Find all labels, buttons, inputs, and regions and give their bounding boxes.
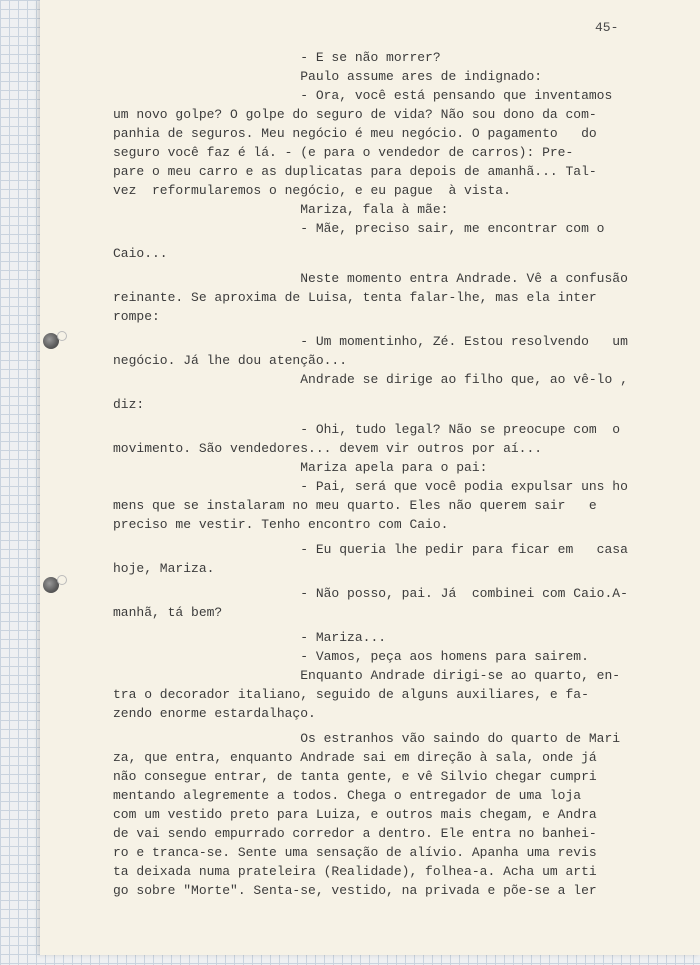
text-line: não consegue entrar, de tanta gente, e vê Silvio chegar cumpri: [113, 769, 597, 784]
text-line: Enquanto Andrade dirigi-se ao quarto, en-: [113, 668, 621, 683]
text-line: rompe:: [113, 309, 160, 324]
text-line: - Ora, você está pensando que inventamos: [113, 88, 613, 103]
text-line: movimento. São vendedores... devem vir outros por aí...: [113, 441, 543, 456]
text-line: de vai sendo empurrado corredor a dentro. Ele entra no banhei-: [113, 826, 597, 841]
text-line: com um vestido preto para Luiza, e outros mais chegam, e Andra: [113, 807, 597, 822]
text-line: ro e tranca-se. Sente uma sensação de alívio. Apanha uma revis: [113, 845, 597, 860]
text-line: reinante. Se aproxima de Luisa, tenta falar-lhe, mas ela inter: [113, 290, 597, 305]
text-line: Neste momento entra Andrade. Vê a confusão: [113, 271, 628, 286]
text-line: panhia de seguros. Meu negócio é meu negócio. O pagamento do: [113, 126, 597, 141]
text-line: zendo enorme estardalhaço.: [113, 706, 316, 721]
text-line: Mariza, fala à mãe:: [113, 202, 449, 217]
text-line: preciso me vestir. Tenho encontro com Caio.: [113, 517, 449, 532]
text-line: - Pai, será que você podia expulsar uns ho: [113, 479, 628, 494]
text-line: Os estranhos vão saindo do quarto de Mari: [113, 731, 621, 746]
text-line: za, que entra, enquanto Andrade sai em direção à sala, onde já: [113, 750, 597, 765]
text-line: diz:: [113, 397, 145, 412]
punch-hole-upper: [43, 333, 59, 349]
text-line: Caio...: [113, 246, 168, 261]
text-line: - Mariza...: [113, 630, 387, 645]
text-line: mentando alegremente a todos. Chega o entregador de uma loja: [113, 788, 582, 803]
text-line: seguro você faz é lá. - (e para o vendedor de carros): Pre-: [113, 145, 574, 160]
text-line: ta deixada numa prateleira (Realidade), folhea-a. Acha um arti: [113, 864, 597, 879]
text-line: um novo golpe? O golpe do seguro de vida? Não sou dono da com-: [113, 107, 597, 122]
text-line: Paulo assume ares de indignado:: [113, 69, 543, 84]
text-line: - Eu queria lhe pedir para ficar em casa: [113, 542, 628, 557]
text-line: manhã, tá bem?: [113, 605, 223, 620]
text-line: vez reformularemos o negócio, e eu pague à vista.: [113, 183, 511, 198]
text-line: - Mãe, preciso sair, me encontrar com o: [113, 221, 605, 236]
text-line: Andrade se dirige ao filho que, ao vê-lo ,: [113, 372, 628, 387]
text-line: pare o meu carro e as duplicatas para depois de amanhã... Tal-: [113, 164, 597, 179]
page-text: [113, 48, 678, 900]
text-line: - Vamos, peça aos homens para sairem.: [113, 649, 589, 664]
page-number: 45-: [595, 20, 619, 35]
text-line: mens que se instalaram no meu quarto. Eles não querem sair e: [113, 498, 597, 513]
text-line: tra o decorador italiano, seguido de alguns auxiliares, e fa-: [113, 687, 589, 702]
punch-hole-lower: [43, 577, 59, 593]
text-line: - Um momentinho, Zé. Estou resolvendo um: [113, 334, 628, 349]
text-line: - Não posso, pai. Já combinei com Caio.A-: [113, 586, 628, 601]
text-line: Mariza apela para o pai:: [113, 460, 488, 475]
text-line: - Ohi, tudo legal? Não se preocupe com o: [113, 422, 621, 437]
typewritten-page: [40, 0, 700, 955]
text-line: go sobre "Morte". Senta-se, vestido, na privada e põe-se a ler: [113, 883, 597, 898]
text-line: negócio. Já lhe dou atenção...: [113, 353, 348, 368]
text-line: - E se não morrer?: [113, 50, 441, 65]
text-line: hoje, Mariza.: [113, 561, 215, 576]
